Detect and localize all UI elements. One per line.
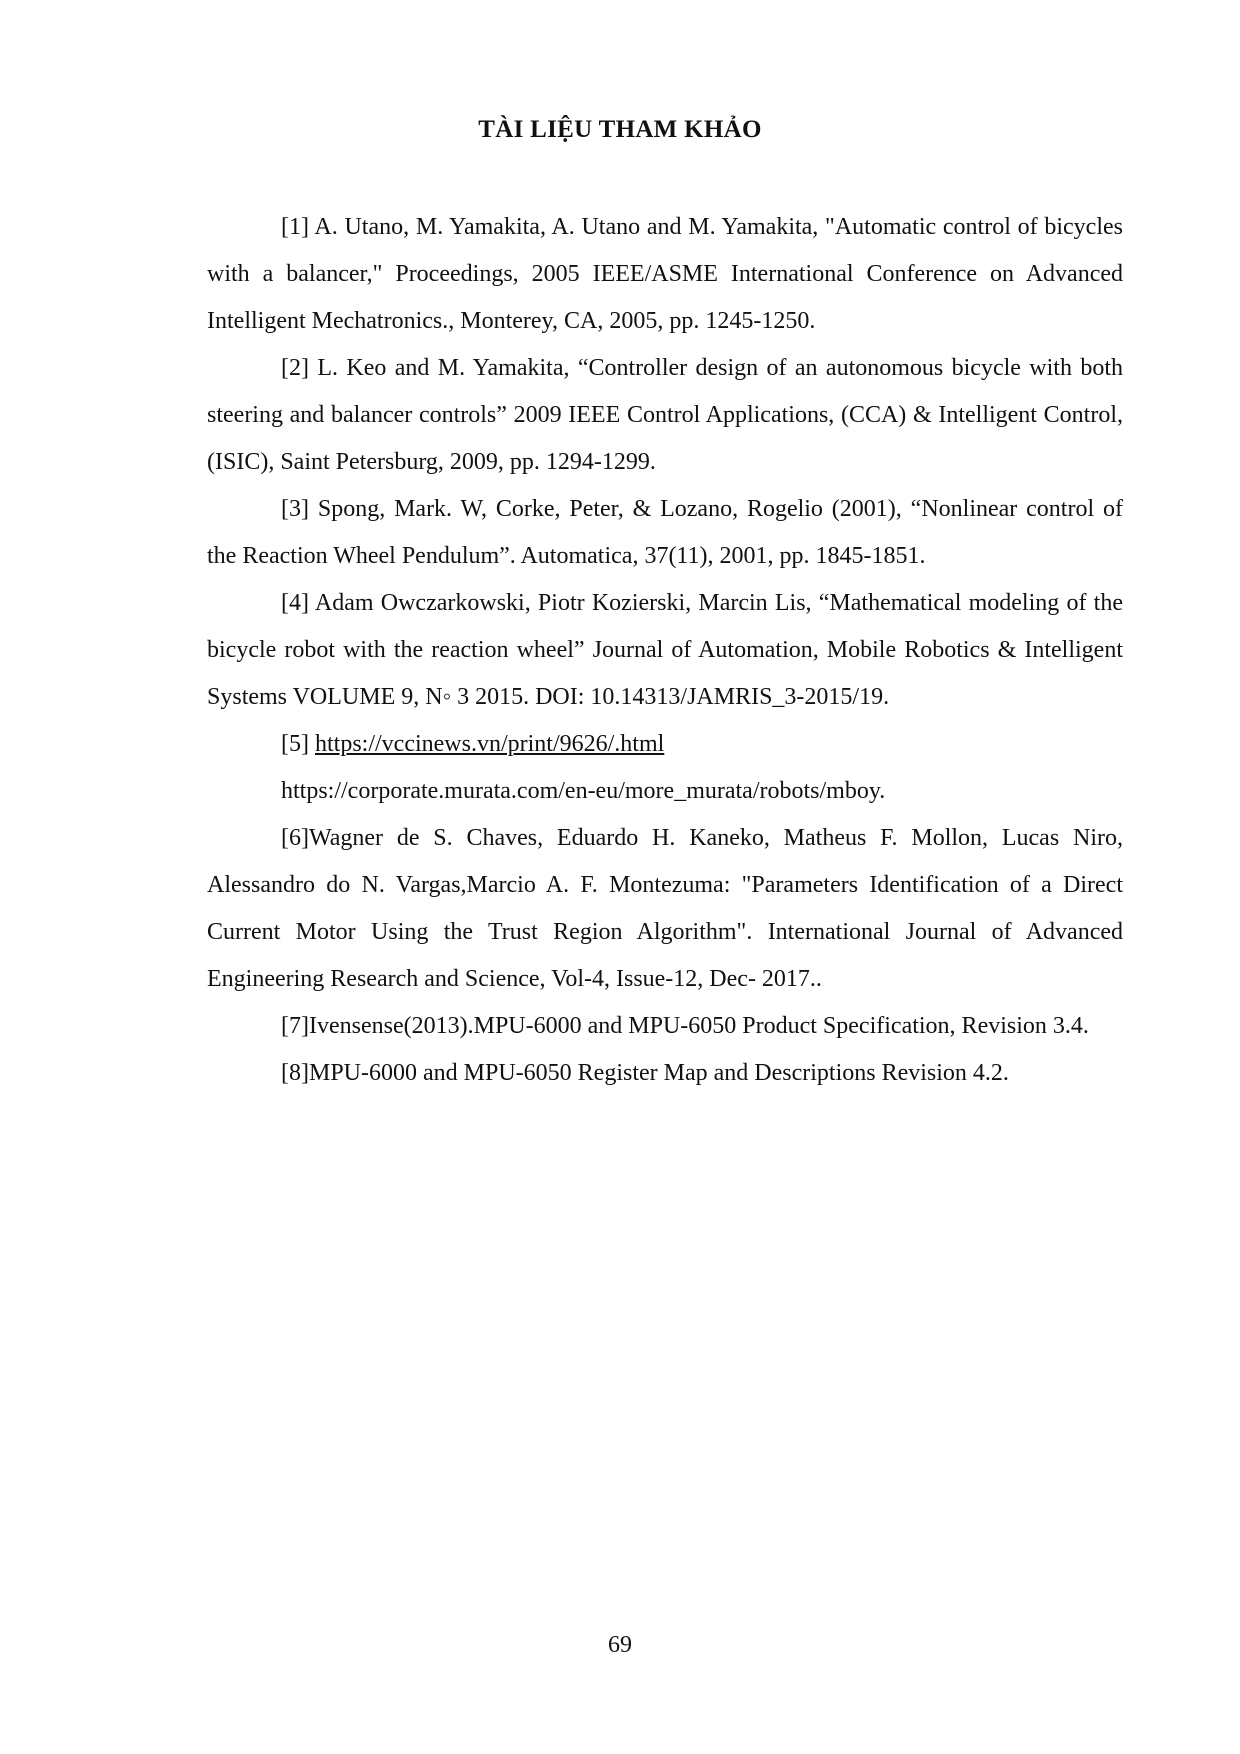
reference-item-2: [2] L. Keo and M. Yamakita, “Controller design of an autonomous bicycle with both steering and balancer controls” 2009 IEEE Control Applications, (CCA) & Intelligent Control, (ISIC), Saint Petersburg, 2009, pp. 1294-1299. [207, 355, 1123, 475]
reference-item-5-url: https://corporate.murata.com/en-eu/more_murata/robots/mboy. [281, 778, 886, 804]
reference-5-label: [5] [281, 731, 309, 757]
page-title: TÀI LIỆU THAM KHẢO [478, 116, 762, 143]
reference-5-link[interactable]: https://vccinews.vn/print/9626/.html [314, 731, 665, 757]
reference-item-1: [1] A. Utano, M. Yamakita, A. Utano and M. Yamakita, "Automatic control of bicycles with a balancer," Proceedings, 2005 IEEE/ASME International Conference on Advanced Intelligent Mechatronics., Monterey, CA, 2005, pp. 1245-1250. [207, 214, 1123, 334]
reference-item-6: [6]Wagner de S. Chaves, Eduardo H. Kaneko, Matheus F. Mollon, Lucas Niro, Alessandro do N. Vargas,Marcio A. F. Montezuma: "Parameters Identification of a Direct Current Motor Using the Trust Region Algorithm". International Journal of Advanced Engineering Research and Science, Vol-4, Issue-12, Dec- 2017.. [207, 825, 1123, 992]
reference-item-4: [4] Adam Owczarkowski, Piotr Kozierski, Marcin Lis, “Mathematical modeling of the bicycle robot with the reaction wheel” Journal of Automation, Mobile Robotics & Intelligent Systems VOLUME 9, N◦ 3 2015. DOI: 10.14313/JAMRIS_3-2015/19. [207, 590, 1123, 710]
reference-list [207, 204, 1123, 1097]
reference-item-3: [3] Spong, Mark. W, Corke, Peter, & Lozano, Rogelio (2001), “Nonlinear control of the Reaction Wheel Pendulum”. Automatica, 37(11), 2001, pp. 1845-1851. [207, 496, 1123, 569]
reference-item-8: [8]MPU-6000 and MPU-6050 Register Map and Descriptions Revision 4.2. [281, 1060, 1009, 1086]
reference-item-5 [207, 721, 1123, 768]
page-number: 69 [608, 1632, 632, 1658]
reference-item-7: [7]Ivensense(2013).MPU-6000 and MPU-6050 Product Specification, Revision 3.4. [281, 1013, 1089, 1039]
